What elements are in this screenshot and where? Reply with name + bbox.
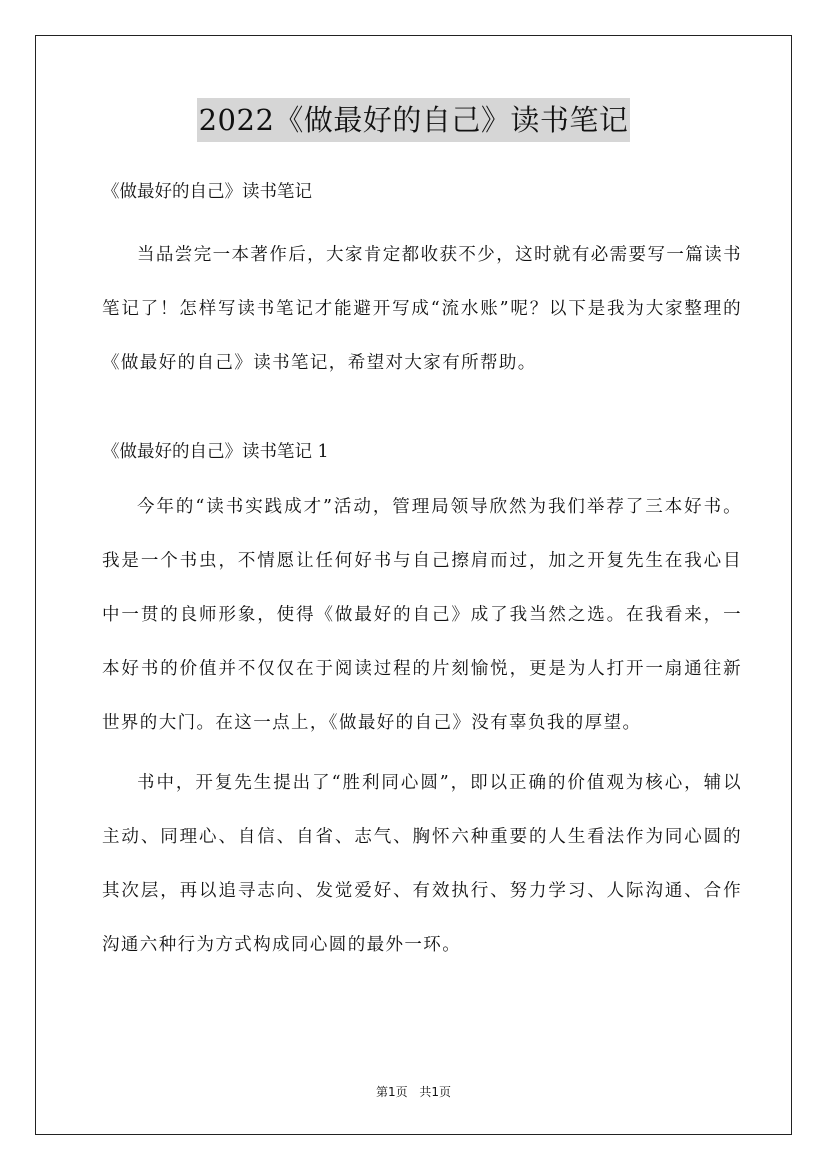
section-heading: 《做最好的自己》读书笔记 xyxy=(102,182,312,202)
document-title: 2022《做最好的自己》读书笔记 xyxy=(197,98,631,142)
document-body xyxy=(102,170,742,972)
title-container xyxy=(0,98,827,142)
page-footer xyxy=(0,1083,827,1100)
paragraph: 当品尝完一本著作后，大家肯定都收获不少，这时就有必需要写一篇读书笔记了！怎样写读书笔记才能避开写成“流水账”呢？以下是我为大家整理的《做最好的自己》读书笔记，希望对大家有所帮助。 xyxy=(102,245,742,373)
section-heading: 《做最好的自己》读书笔记 1 xyxy=(102,442,329,462)
page-total: 共1页 xyxy=(419,1085,452,1099)
paragraph: 今年的“读书实践成才”活动，管理局领导欣然为我们举荐了三本好书。我是一个书虫，不情愿让任何好书与自己擦肩而过，加之开复先生在我心目中一贯的良师形象，使得《做最好的自己》成了我当然之选。在我看来，一本好书的价值并不仅仅在于阅读过程的片刻愉悦，更是为人打开一扇通往新世界的大门。在这一点上，《做最好的自己》没有辜负我的厚望。 xyxy=(102,497,742,733)
paragraph: 书中，开复先生提出了“胜利同心圆”，即以正确的价值观为核心，辅以主动、同理心、自信、自省、志气、胸怀六种重要的人生看法作为同心圆的其次层，再以追寻志向、发觉爱好、有效执行、努力学习、人际沟通、合作沟通六种行为方式构成同心圆的最外一环。 xyxy=(102,773,742,955)
page-number: 第1页 xyxy=(375,1085,408,1099)
